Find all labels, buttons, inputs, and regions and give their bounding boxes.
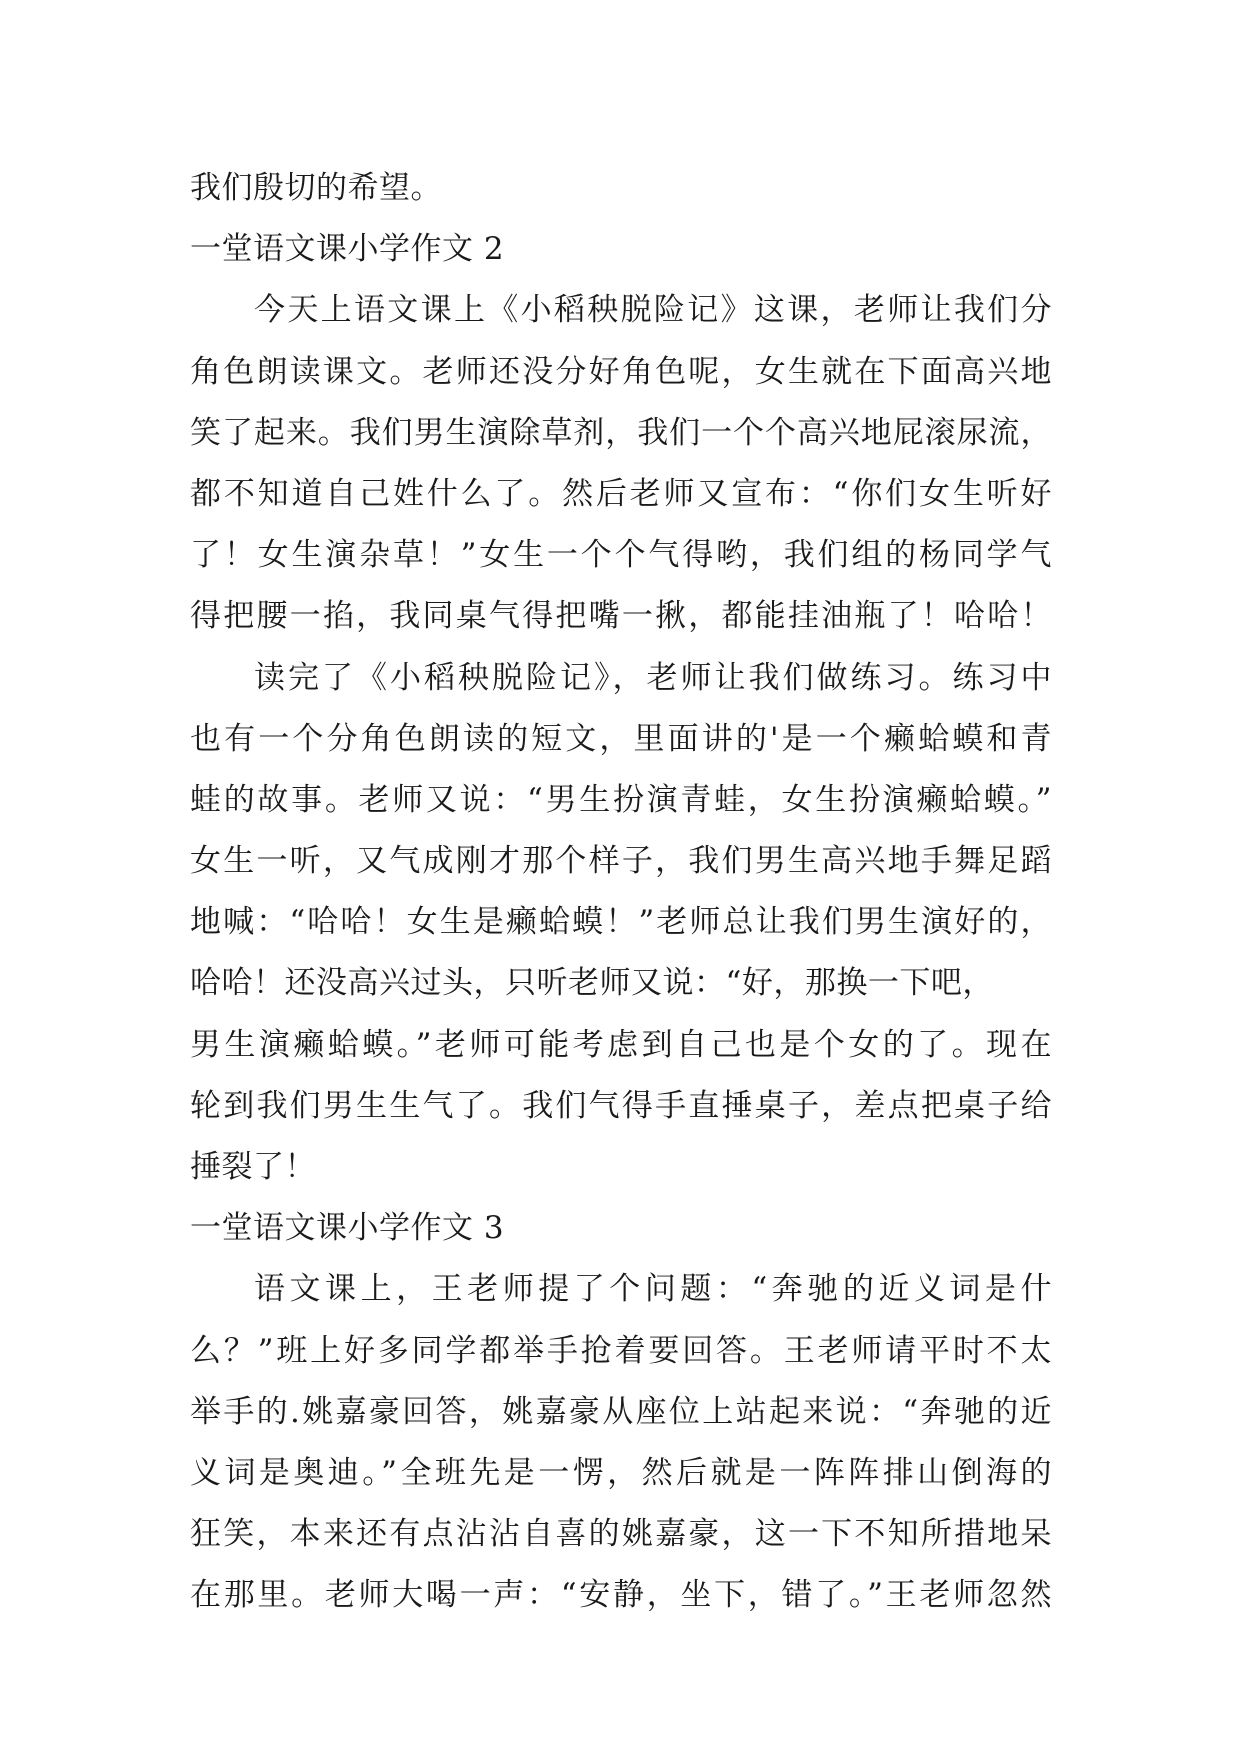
text-line: 今天上语文课上《小稻秧脱险记》这课，老师让我们分	[254, 292, 1052, 329]
text-line: 得把腰一掐，我同桌气得把嘴一揪，都能挂油瓶了！哈哈！	[190, 598, 1052, 635]
text-line: 地喊：“哈哈！女生是癞蛤蟆！”老师总让我们男生演好的，	[190, 904, 1052, 941]
text-line: 一堂语文课小学作文 3	[190, 1210, 505, 1247]
text-line: 捶裂了！	[190, 1149, 316, 1185]
text-line: 也有一个分角色朗读的短文，里面讲的'是一个癞蛤蟆和青	[190, 720, 1052, 757]
text-line: 笑了起来。我们男生演除草剂，我们一个个高兴地屁滚尿流，	[190, 414, 1052, 451]
text-line: 轮到我们男生生气了。我们气得手直捶桌子，差点把桌子给	[190, 1087, 1052, 1124]
text-line: 么？”班上好多同学都举手抢着要回答。王老师请平时不太	[190, 1332, 1052, 1369]
text-line: 角色朗读课文。老师还没分好角色呢，女生就在下面高兴地	[190, 353, 1052, 390]
text-line: 狂笑，本来还有点沾沾自喜的姚嘉豪，这一下不知所措地呆	[190, 1516, 1052, 1553]
text-line: 一堂语文课小学作文 2	[190, 231, 505, 268]
document-body	[190, 158, 1052, 1627]
text-line: 了！女生演杂草！”女生一个个气得哟，我们组的杨同学气	[190, 537, 1052, 574]
text-line: 男生演癞蛤蟆。”老师可能考虑到自己也是个女的了。现在	[190, 1026, 1052, 1063]
text-line: 举手的.姚嘉豪回答，姚嘉豪从座位上站起来说：“奔驰的近	[190, 1393, 1052, 1430]
text-line: 我们殷切的希望。	[190, 170, 442, 206]
text-line: 读完了《小稻秧脱险记》，老师让我们做练习。练习中	[254, 659, 1052, 696]
text-line: 在那里。老师大喝一声：“安静，坐下，错了。”王老师忽然	[190, 1577, 1052, 1614]
text-line: 语文课上，王老师提了个问题：“奔驰的近义词是什	[254, 1271, 1052, 1308]
text-line: 蛙的故事。老师又说：“男生扮演青蛙，女生扮演癞蛤蟆。”	[190, 781, 1052, 818]
text-line: 哈哈！还没高兴过头，只听老师又说：“好，那换一下吧，	[190, 965, 994, 1002]
text-line: 都不知道自己姓什么了。然后老师又宣布：“你们女生听好	[190, 475, 1052, 512]
text-line: 义词是奥迪。”全班先是一愣，然后就是一阵阵排山倒海的	[190, 1454, 1052, 1491]
text-line: 女生一听，又气成刚才那个样子，我们男生高兴地手舞足蹈	[190, 843, 1052, 880]
